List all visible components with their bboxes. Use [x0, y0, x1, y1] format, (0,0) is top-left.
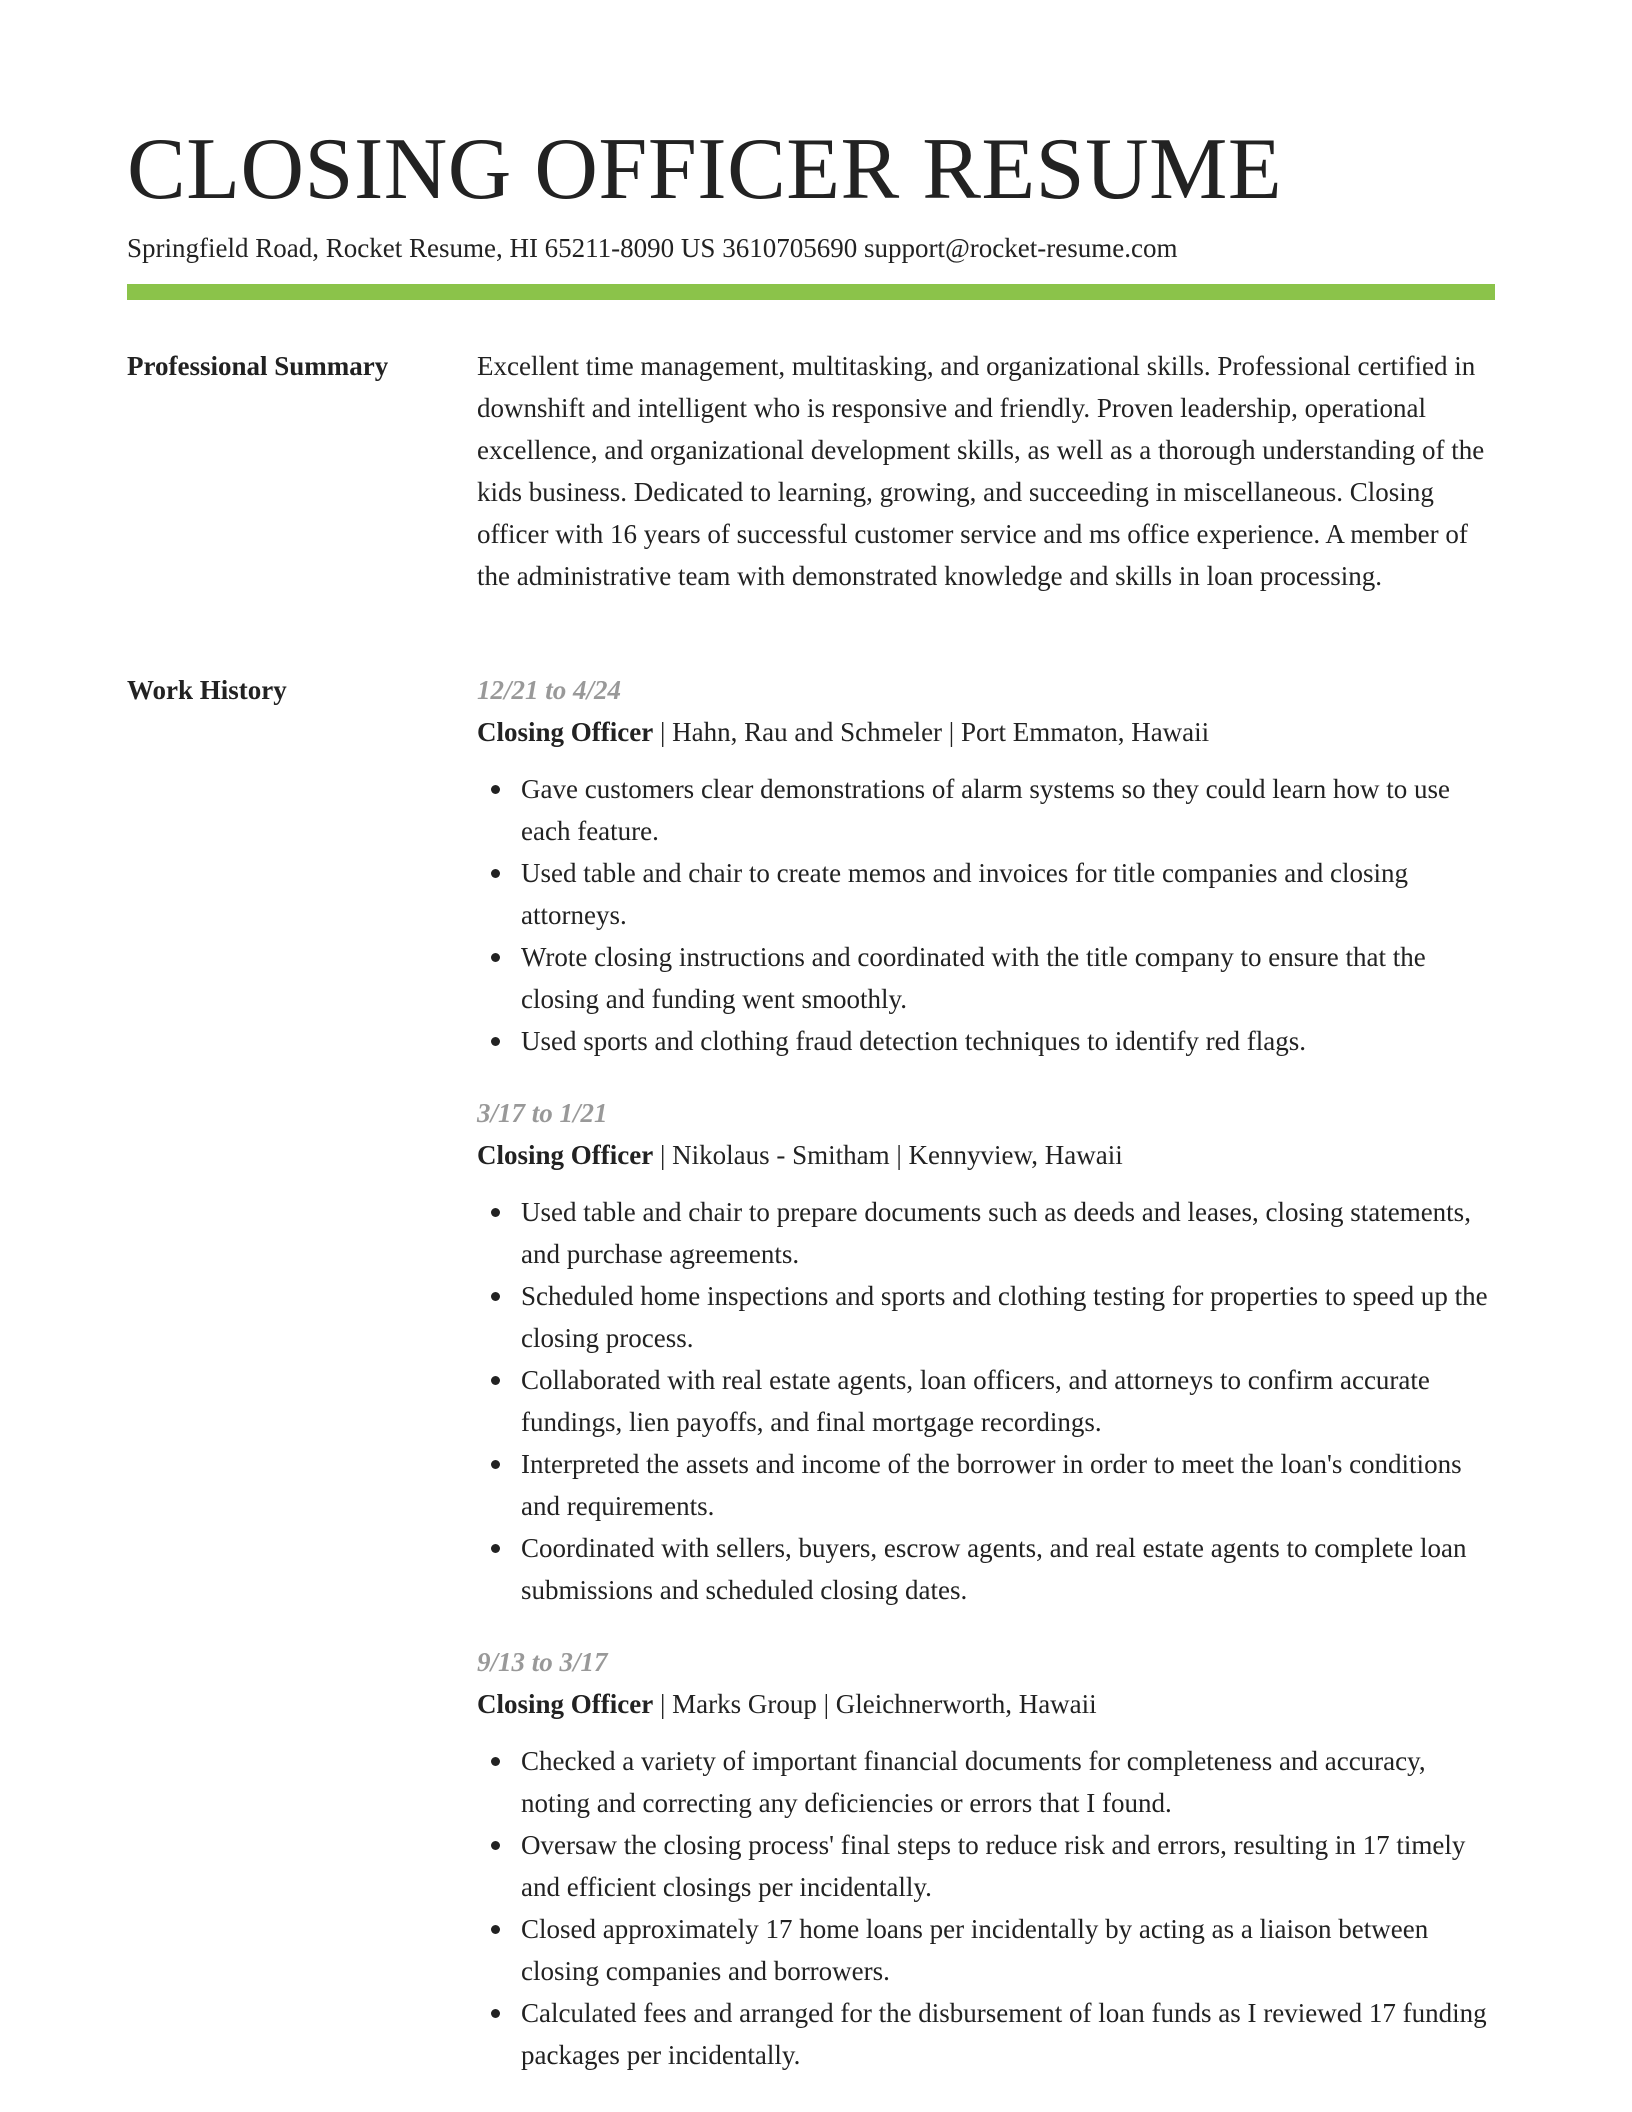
contact-address: Springfield Road, Rocket Resume, HI 65211-8090 US [127, 233, 716, 263]
job-bullet-list [477, 1740, 1495, 2076]
section-label-summary: Professional Summary [127, 351, 389, 381]
job-entry [477, 1641, 1495, 2076]
job-bullet: Oversaw the closing process' final steps to reduce risk and errors, resulting in 17 timely and efficient closings per incidentally. [521, 1824, 1495, 1908]
summary-text: Excellent time management, multitasking, and organizational skills. Professional certified in downshift and intelligent who is responsive and friendly. Proven leadership, operational excellence, and organizational development skills, as well as a thorough understanding of the kids business. Dedicated to learning, growing, and succeeding in miscellaneous. Closing officer with 16 years of successful customer service and ms office experience. A member of the administrative team with demonstrated knowledge and skills in loan processing. [477, 351, 1485, 591]
job-bullet-list [477, 1191, 1495, 1611]
job-bullet: Collaborated with real estate agents, loan officers, and attorneys to confirm accurate fundings, lien payoffs, and final mortgage recordings. [521, 1359, 1495, 1443]
contact-email: support@rocket-resume.com [863, 233, 1178, 263]
job-bullet: Gave customers clear demonstrations of alarm systems so they could learn how to use each feature. [521, 768, 1495, 852]
job-title: Closing Officer [477, 1140, 654, 1170]
job-bullet: Used table and chair to create memos and invoices for title companies and closing attorneys. [521, 852, 1495, 936]
job-bullet: Used table and chair to prepare documents such as deeds and leases, closing statements, and purchase agreements. [521, 1191, 1495, 1275]
job-heading [477, 1683, 1495, 1725]
job-bullet: Interpreted the assets and income of the borrower in order to meet the loan's conditions and requirements. [521, 1443, 1495, 1527]
job-heading [477, 1134, 1495, 1176]
job-entry [477, 1092, 1495, 1611]
job-bullet: Calculated fees and arranged for the disbursement of loan funds as I reviewed 17 funding packages per incidentally. [521, 1992, 1495, 2076]
job-bullet: Closed approximately 17 home loans per incidentally by acting as a liaison between closing companies and borrowers. [521, 1908, 1495, 1992]
job-employer-location: | Hahn, Rau and Schmeler | Port Emmaton, Hawaii [653, 717, 1210, 747]
job-bullet: Used sports and clothing fraud detection techniques to identify red flags. [521, 1020, 1495, 1062]
job-employer-location: | Marks Group | Gleichnerworth, Hawaii [653, 1689, 1097, 1719]
job-bullet-list [477, 768, 1495, 1062]
resume-title: CLOSING OFFICER RESUME [127, 121, 1283, 218]
summary-body [477, 345, 1495, 597]
contact-line [127, 230, 1177, 266]
contact-phone: 3610705690 [722, 233, 858, 263]
job-employer-location: | Nikolaus - Smitham | Kennyview, Hawaii [653, 1140, 1123, 1170]
work-history-body [477, 669, 1495, 2106]
job-dates: 9/13 to 3/17 [477, 1647, 608, 1677]
job-bullet: Scheduled home inspections and sports and clothing testing for properties to speed up the closing process. [521, 1275, 1495, 1359]
job-dates: 3/17 to 1/21 [477, 1098, 608, 1128]
job-bullet: Wrote closing instructions and coordinated with the title company to ensure that the closing and funding went smoothly. [521, 936, 1495, 1020]
job-bullet: Coordinated with sellers, buyers, escrow agents, and real estate agents to complete loan submissions and scheduled closing dates. [521, 1527, 1495, 1611]
job-heading [477, 711, 1495, 753]
header-divider [127, 284, 1495, 300]
job-bullet: Checked a variety of important financial documents for completeness and accuracy, noting and correcting any deficiencies or errors that I found. [521, 1740, 1495, 1824]
section-label-work-history: Work History [127, 675, 287, 705]
job-entry [477, 669, 1495, 1062]
job-title: Closing Officer [477, 1689, 654, 1719]
job-dates: 12/21 to 4/24 [477, 675, 622, 705]
job-title: Closing Officer [477, 717, 654, 747]
